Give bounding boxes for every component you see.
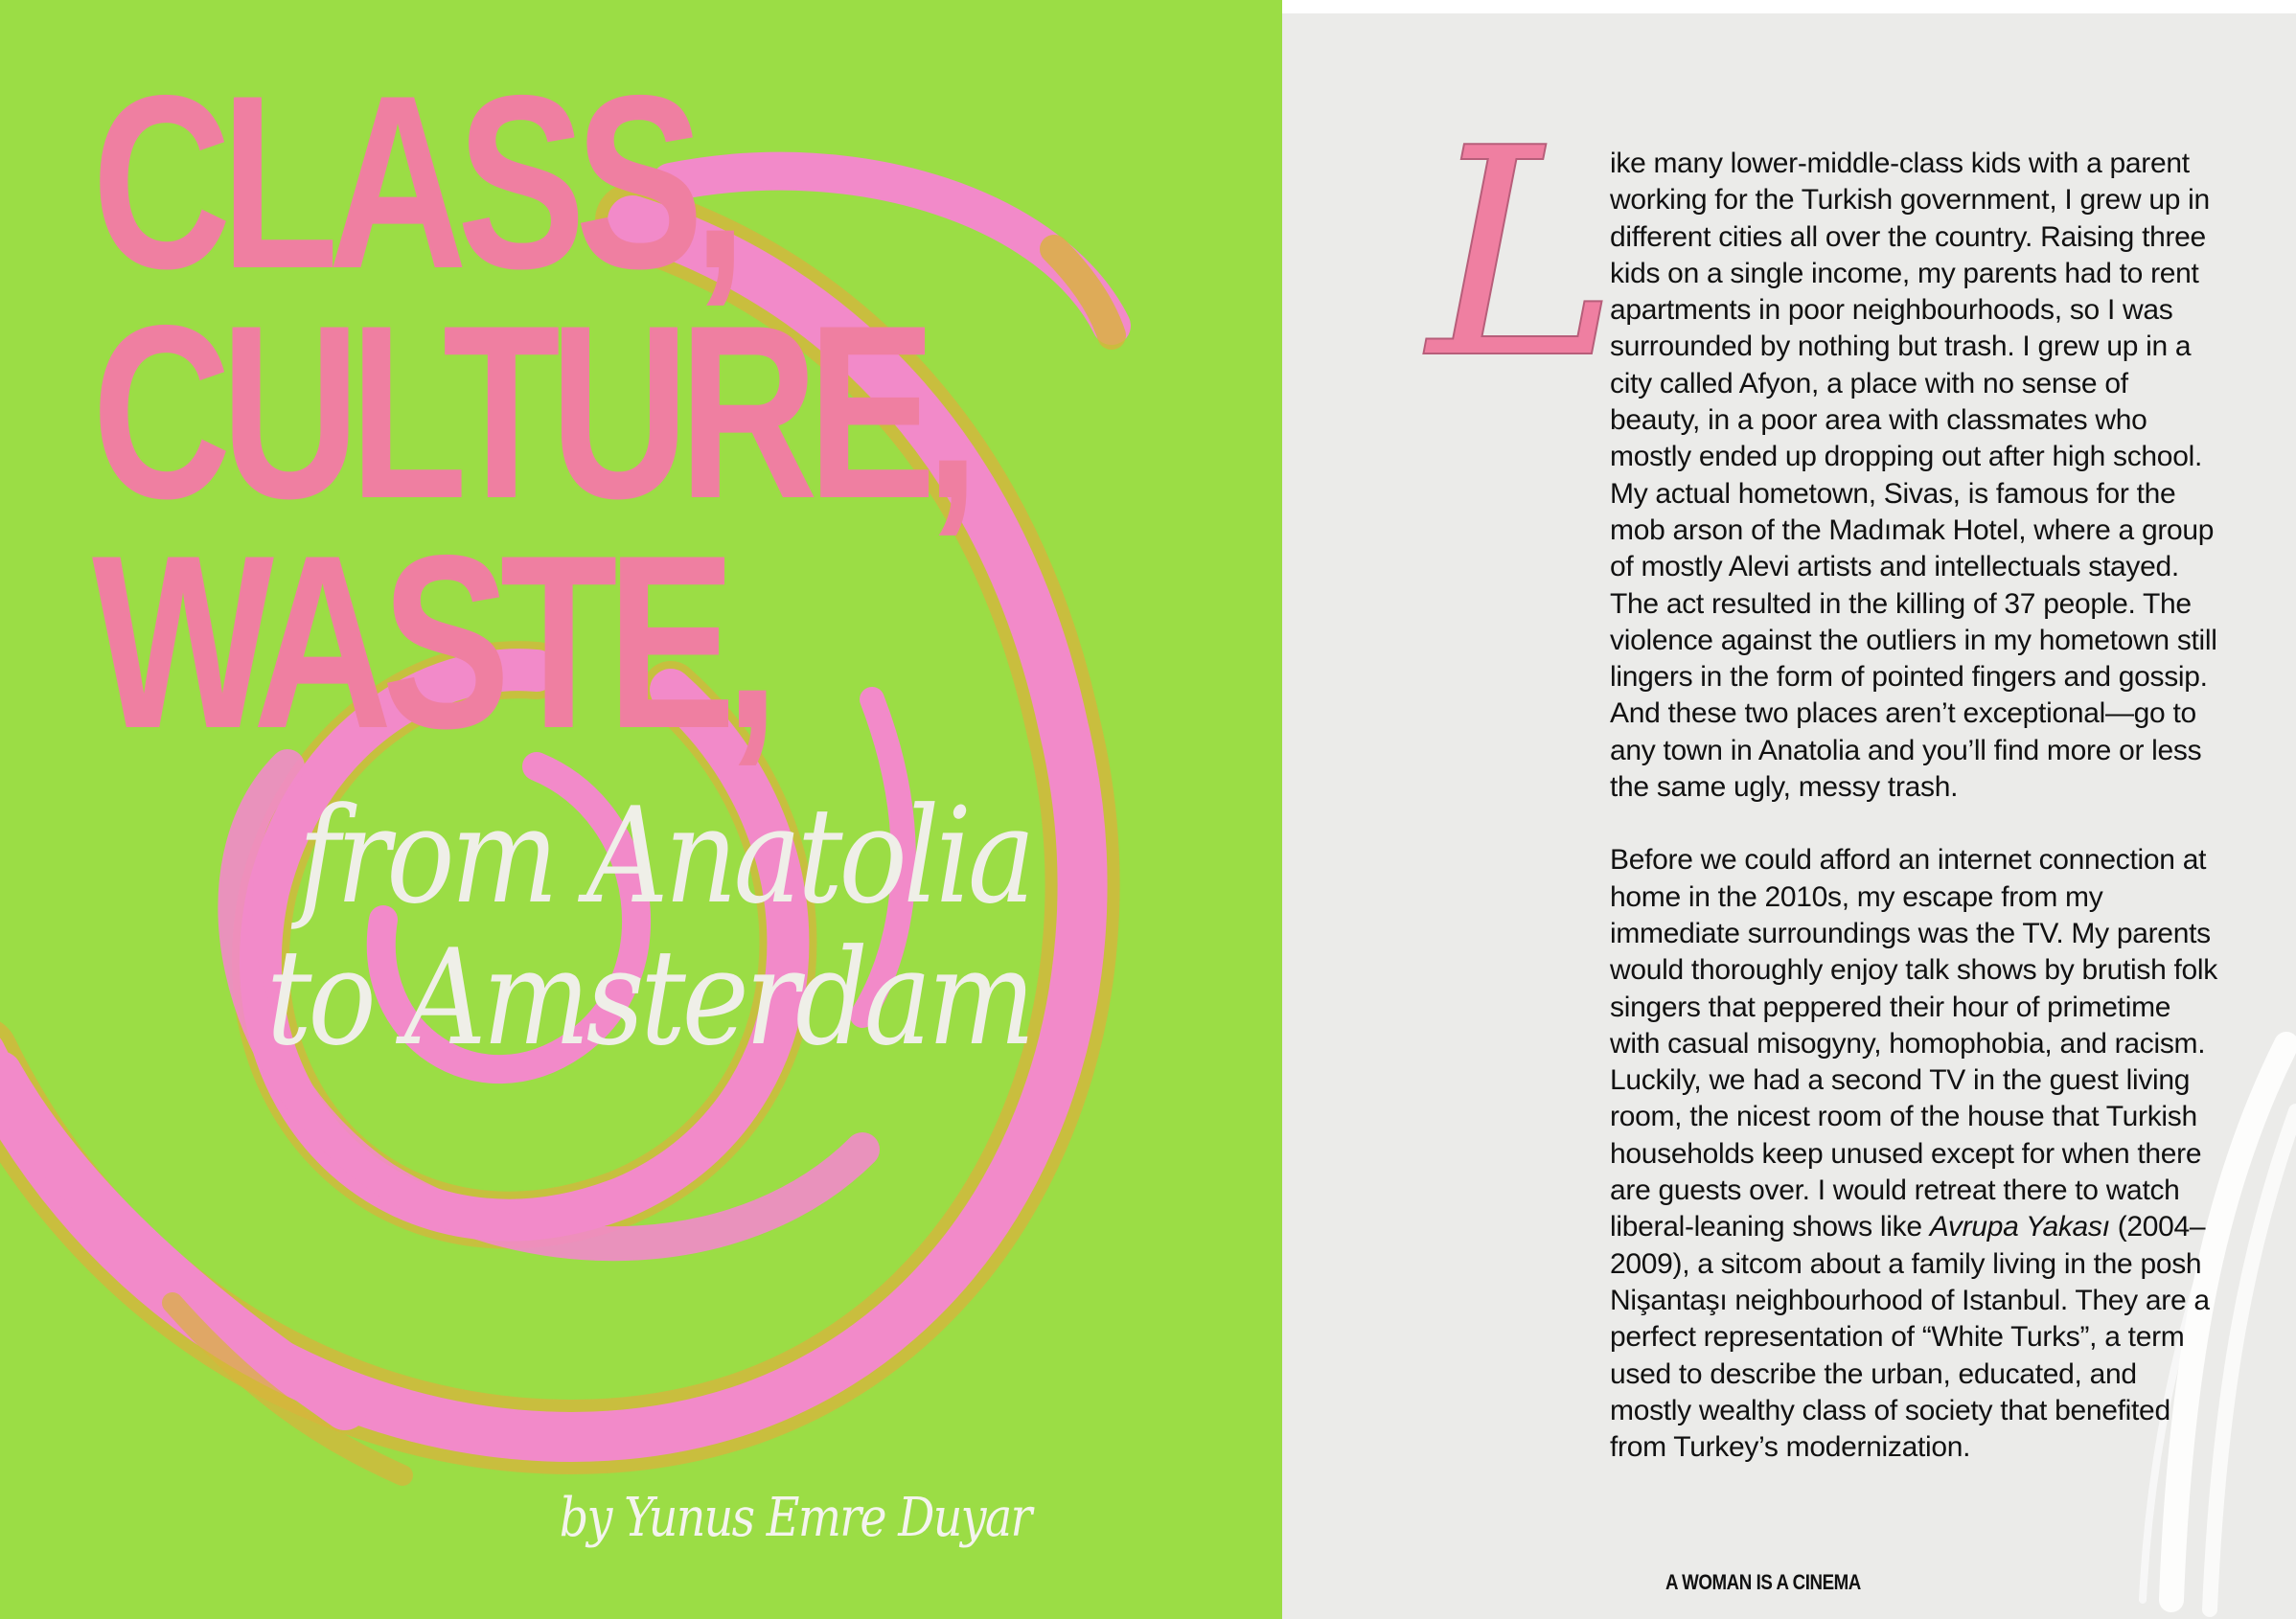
- body-paragraph-2: [1610, 842, 2223, 1466]
- headline-line-1: CLASS,: [92, 43, 737, 320]
- article-subtitle: [265, 779, 1031, 1075]
- subtitle-line-1: from Anatolia: [297, 779, 1031, 933]
- article-headline: [92, 43, 970, 780]
- paragraph-2-text-end: (2004–2009), a sitcom about a family living in the posh Nişantaşı neighbourhood of Istanbul. They are a perfect representation of “White Turks”, a term used to describe the urban, educated, and mostly wealthy class of society that benefited from Turkey’s modernization.: [1610, 1211, 2210, 1464]
- article-body: [1610, 146, 2223, 1502]
- drop-cap: L: [1428, 87, 1619, 422]
- magazine-footer-label: A WOMAN IS A CINEMA: [1665, 1570, 1861, 1594]
- body-paragraph-1: ike many lower-middle-class kids with a parent working for the Turkish government, I grew up in different cities all over the country. Raising three kids on a single income, my parents had to rent apartments in poor neighbourhoods, so I was surrounded by nothing but trash. I grew up in a city called Afyon, a place with no sense of beauty, in a poor area with classmates who mostly ended up dropping out after high school. My actual hometown, Sivas, is famous for the mob arson of the Madımak Hotel, where a group of mostly Alevi artists and intellectuals stayed. The act resulted in the killing of 37 people. The violence against the outliers in my hometown still lingers in the form of pointed fingers and gossip. And these two places aren’t exceptional—go to any town in Anatolia and you’ll find more or less the same ugly, messy trash.: [1610, 148, 2217, 804]
- paragraph-2-text-start: Before we could afford an internet connection at home in the 2010s, my escape from my immediate surroundings was the TV. My parents would thoroughly enjoy talk shows by brutish folk singers that peppered their hour of primetime with casual misogyny, homophobia, and racism. Luckily, we had a second TV in the guest living room, the nicest room of the house that Turkish households keep unused except for when there are guests over. I would retreat there to watch liberal-leaning shows like: [1610, 844, 2217, 1243]
- right-page: [1282, 13, 2296, 1619]
- headline-line-2: CULTURE,: [92, 272, 970, 550]
- show-title: Avrupa Yakası: [1929, 1211, 2110, 1243]
- subtitle-line-2: to Amsterdam: [265, 921, 1031, 1075]
- headline-line-3: WASTE,: [92, 502, 769, 780]
- author-byline: by Yunus Emre Duyar: [560, 1487, 1031, 1549]
- swirl-top-arc-shadow: [1054, 249, 1112, 335]
